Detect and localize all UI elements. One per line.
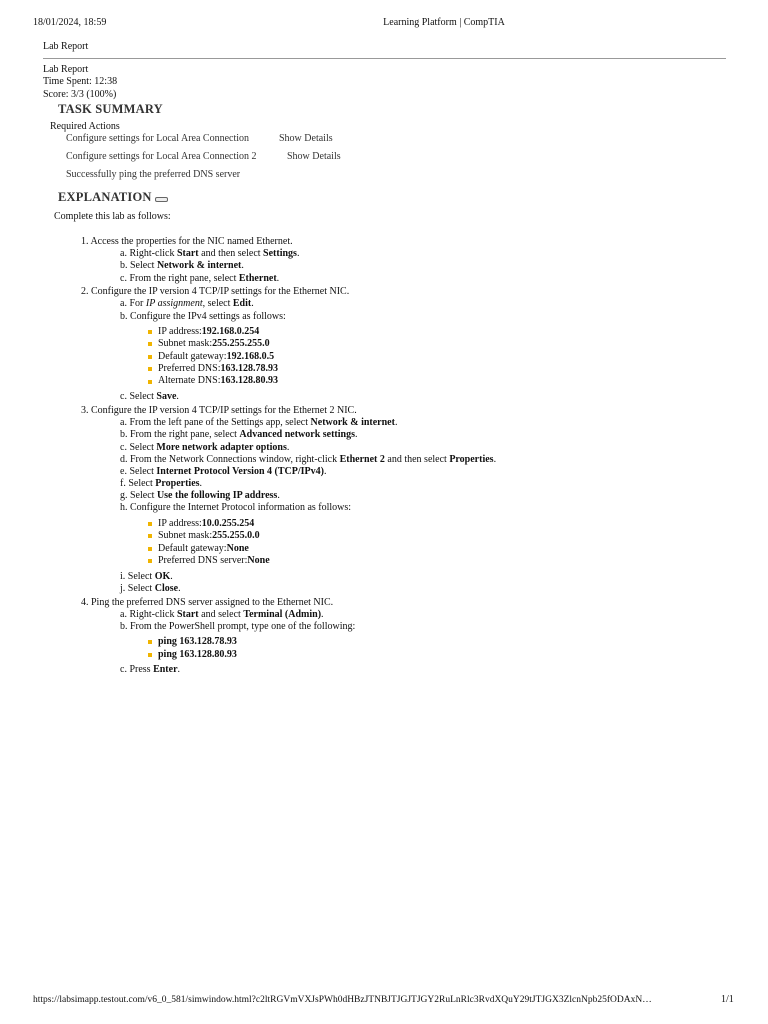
ui-term: ping 163.128.78.93 — [158, 636, 237, 648]
sub-step-letter: g. — [120, 490, 130, 502]
step-heading — [0, 236, 768, 248]
instruction-text: and then select — [198, 248, 264, 260]
required-actions-heading: Required Actions — [50, 121, 120, 132]
sub-step — [0, 609, 768, 621]
step-heading — [0, 597, 768, 609]
ui-term: Internet Protocol Version 4 (TCP/IPv4) — [156, 465, 324, 477]
bullet-square-icon — [148, 522, 152, 526]
instruction-text: From the PowerShell prompt, type one of the following: — [130, 620, 356, 632]
instruction-text: . — [321, 608, 324, 620]
sub-step-letter: f. — [120, 478, 129, 490]
sub-step — [0, 490, 768, 502]
ui-term: 255.255.255.0 — [212, 338, 270, 350]
step-number: 4. — [81, 596, 91, 608]
instruction-text: Select — [127, 582, 155, 594]
ui-term: 192.168.0.5 — [226, 350, 275, 362]
sub-step — [0, 260, 768, 272]
instruction-text: Default gateway: — [158, 350, 227, 362]
step-text: Configure the IP version 4 TCP/IP settings for the Ethernet NIC. — [91, 286, 350, 298]
ui-term: 163.128.78.93 — [220, 363, 278, 375]
ui-term: Ethernet — [238, 272, 277, 284]
sub-step-letter: a. — [120, 417, 130, 429]
setting-item — [148, 363, 768, 375]
instruction-text: . — [354, 429, 358, 441]
sub-step — [0, 429, 768, 441]
instruction-text: . — [177, 664, 181, 676]
print-datetime: 18/01/2024, 18:59 — [33, 17, 107, 28]
sub-step — [0, 442, 768, 454]
setting-item — [148, 375, 768, 387]
ui-term: Start — [176, 608, 199, 620]
instruction-text: Select — [130, 490, 157, 502]
instruction-text: . — [241, 260, 244, 272]
instruction-text: Select — [129, 441, 157, 453]
instruction-step — [0, 405, 768, 595]
instruction-text: . — [323, 465, 327, 477]
instruction-text: , select — [202, 298, 233, 310]
step-heading — [0, 405, 768, 417]
sub-step — [0, 311, 768, 323]
instruction-text: IP address: — [158, 325, 202, 337]
sub-step-letter: h. — [120, 502, 130, 514]
sub-step-letter: e. — [120, 465, 130, 477]
instruction-text: From the right pane, select — [129, 272, 239, 284]
report-heading: Lab Report — [43, 64, 89, 75]
setting-item — [148, 351, 768, 363]
explanation-toggle-button[interactable] — [155, 197, 168, 202]
instruction-step — [0, 597, 768, 677]
step-text: Access the properties for the NIC named Ethernet. — [90, 236, 293, 247]
sub-step-letter: c. — [120, 272, 130, 284]
explanation-intro: Complete this lab as follows: — [54, 211, 171, 222]
setting-item — [148, 542, 768, 554]
ui-term: 10.0.255.254 — [201, 517, 255, 529]
sub-step-letter: b. — [120, 260, 130, 272]
sub-step-letter: b. — [120, 310, 130, 322]
setting-list — [0, 636, 768, 661]
sub-step — [0, 248, 768, 260]
instruction-text: . — [493, 453, 497, 465]
show-details-link[interactable]: Show Details — [287, 151, 341, 162]
ui-term: Save — [156, 391, 177, 403]
instruction-text: and then select — [384, 453, 450, 465]
required-action — [66, 151, 341, 169]
instruction-text: Select — [130, 260, 157, 272]
ui-term: Use the following IP address — [156, 490, 278, 502]
ui-term: Close — [154, 582, 179, 594]
instruction-text: Configure the Internet Protocol information as follows: — [130, 502, 352, 514]
report-title: Lab Report — [43, 41, 89, 52]
instruction-text: . — [199, 478, 203, 490]
report-meta — [43, 64, 117, 101]
bullet-square-icon — [148, 559, 152, 563]
setting-item — [148, 649, 768, 661]
sub-step-letter: j. — [120, 582, 128, 594]
time-spent: Time Spent: 12:38 — [43, 76, 118, 88]
sub-step-letter: c. — [120, 441, 130, 453]
sub-step-letter: a. — [120, 248, 130, 260]
instruction-text: Alternate DNS: — [158, 375, 221, 387]
sub-step-letter: i. — [120, 570, 128, 582]
instruction-text: Select — [127, 570, 155, 582]
instruction-text: . — [296, 248, 300, 260]
sub-step — [0, 664, 768, 676]
print-url: https://labsimapp.testout.com/v6_0_581/simwindow.html?c2ltRGVmVXJsPWh0dHBzJTNBJTJGJTJGY2RuLnRlc3RvdXQuY29tJTJGX3ZlcnNpb25fODAxN… — [33, 995, 652, 1005]
ui-term: Terminal (Admin) — [243, 608, 322, 620]
bullet-square-icon — [148, 640, 152, 644]
required-actions-list — [66, 133, 341, 187]
print-page-number: 1/1 — [721, 994, 734, 1005]
setting-item — [148, 326, 768, 338]
sub-step — [0, 417, 768, 429]
sub-step-letter: a. — [120, 608, 130, 620]
action-name: Successfully ping the preferred DNS server — [66, 169, 241, 180]
explanation-heading-text: EXPLANATION — [58, 190, 152, 204]
sub-step — [0, 571, 768, 583]
instruction-text: From the right pane, select — [130, 429, 240, 441]
step-text: Ping the preferred DNS server assigned to the Ethernet NIC. — [91, 596, 334, 608]
task-summary-heading: TASK SUMMARY — [58, 102, 163, 116]
sub-step — [0, 391, 768, 403]
ui-term: 192.168.0.254 — [201, 325, 260, 337]
instruction-text: From the left pane of the Settings app, select — [129, 417, 311, 429]
step-text: Configure the IP version 4 TCP/IP settings for the Ethernet 2 NIC. — [91, 404, 357, 416]
setting-item — [148, 518, 768, 530]
instruction-text: . — [286, 441, 290, 453]
score: Score: 3/3 (100%) — [43, 88, 117, 100]
sub-step — [0, 502, 768, 514]
ui-term: Ethernet 2 — [339, 453, 385, 465]
instruction-step — [0, 236, 768, 285]
instruction-text: Subnet mask: — [158, 530, 213, 542]
ui-term: Properties — [449, 453, 494, 465]
instruction-text: Preferred DNS server: — [158, 554, 248, 566]
ui-term: None — [226, 542, 249, 554]
setting-list — [0, 518, 768, 568]
instruction-text: Right-click — [129, 248, 177, 260]
sub-step-letter: c. — [120, 664, 130, 676]
setting-item — [148, 338, 768, 350]
bullet-square-icon — [148, 653, 152, 657]
step-number: 3. — [81, 404, 91, 416]
instruction-text: . — [170, 570, 173, 582]
instruction-text: From the Network Connections window, right-click — [130, 453, 340, 465]
instruction-text: . — [277, 490, 280, 502]
action-name: Configure settings for Local Area Connection — [66, 133, 250, 144]
required-action — [66, 133, 341, 151]
instruction-text: . — [251, 298, 254, 310]
instruction-text: Select — [128, 478, 156, 490]
ui-term: More network adapter options — [156, 441, 287, 453]
sub-step-letter: b. — [120, 620, 130, 632]
ui-term: Edit — [232, 298, 252, 310]
ui-term: Start — [176, 248, 199, 260]
instruction-text: Default gateway: — [158, 542, 227, 554]
instruction-text: Subnet mask: — [158, 338, 213, 350]
instruction-text: For — [129, 298, 146, 310]
instruction-text: Select — [129, 391, 157, 403]
step-heading — [0, 286, 768, 298]
sub-step — [0, 478, 768, 490]
ui-term: OK — [154, 570, 171, 582]
setting-item — [148, 555, 768, 567]
instruction-text: Configure the IPv4 settings as follows: — [130, 310, 286, 322]
bullet-square-icon — [148, 380, 152, 384]
sub-step-letter: b. — [120, 429, 130, 441]
sub-step-letter: c. — [120, 391, 130, 403]
ui-term: Advanced network settings — [239, 429, 355, 441]
ui-term: 163.128.80.93 — [220, 375, 278, 387]
bullet-square-icon — [148, 330, 152, 334]
bullet-square-icon — [148, 367, 152, 371]
instruction-text: . — [176, 391, 179, 403]
ui-term: Settings — [263, 248, 297, 260]
ui-term: None — [247, 554, 270, 566]
bullet-square-icon — [148, 547, 152, 551]
print-page-title: Learning Platform | CompTIA — [383, 17, 505, 28]
header-divider — [43, 58, 726, 59]
sub-step — [0, 621, 768, 633]
instruction-text: IP address: — [158, 517, 202, 529]
instruction-text: Right-click — [129, 608, 177, 620]
bullet-square-icon — [148, 355, 152, 359]
step-number: 1. — [81, 236, 91, 247]
show-details-link[interactable]: Show Details — [279, 133, 333, 144]
instruction-step — [0, 286, 768, 403]
step-number: 2. — [81, 286, 91, 298]
instruction-text: Select — [129, 465, 157, 477]
instruction-text: and select — [198, 608, 244, 620]
ui-term: Properties — [155, 478, 200, 490]
setting-item — [148, 530, 768, 542]
sub-step — [0, 583, 768, 595]
instruction-text: Press — [129, 664, 154, 676]
setting-list — [0, 326, 768, 388]
instruction-text: . — [394, 417, 398, 429]
ui-term-italic: IP assignment — [145, 298, 203, 310]
sub-step — [0, 466, 768, 478]
required-action — [66, 169, 341, 187]
ui-term: ping 163.128.80.93 — [158, 648, 237, 660]
ui-term: Network & internet — [156, 260, 242, 272]
explanation-steps — [0, 236, 768, 677]
setting-item — [148, 636, 768, 648]
sub-step-letter: a. — [120, 298, 130, 310]
ui-term: Enter — [153, 664, 178, 676]
sub-step-letter: d. — [120, 453, 130, 465]
sub-step — [0, 298, 768, 310]
ui-term: 255.255.0.0 — [212, 530, 260, 542]
sub-step — [0, 454, 768, 466]
instruction-text: . — [276, 272, 280, 284]
explanation-heading — [58, 191, 168, 203]
sub-step — [0, 273, 768, 285]
instruction-text: Preferred DNS: — [158, 363, 221, 375]
bullet-square-icon — [148, 342, 152, 346]
ui-term: Network & internet — [310, 417, 395, 429]
instruction-text: . — [178, 582, 181, 594]
action-name: Configure settings for Local Area Connection 2 — [66, 151, 257, 162]
bullet-square-icon — [148, 534, 152, 538]
